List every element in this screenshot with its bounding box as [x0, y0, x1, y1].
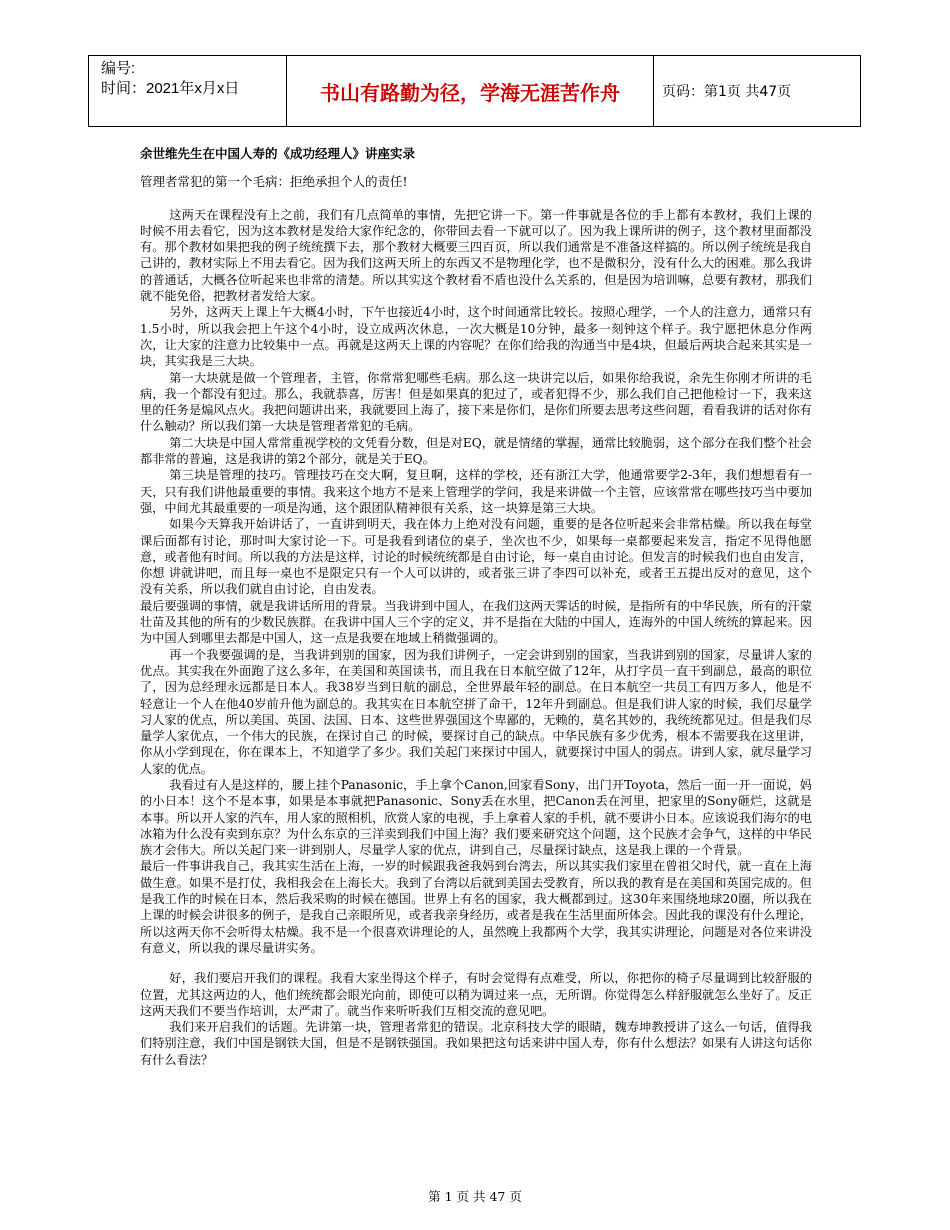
- header-meta: [89, 56, 287, 126]
- paragraph: 好，我们要启开我们的课程。我看大家坐得这个样子，有时会觉得有点难受，所以，你把你的椅子尽量调到比较舒服的位置，尤其这两边的人，他们统统都会眼光向前，即使可以稍为调过来一点，无所谓。你觉得怎么样舒服就怎么坐好了。反正这两天我们不要当作培训，太严肃了。就当作来听听我们互相交流的意见吧。: [140, 971, 812, 1018]
- document-subtitle: 管理者常犯的第一个毛病：拒绝承担个人的责任!: [140, 174, 408, 190]
- paragraph: 我看过有人是这样的，腰上挂个Panasonic，手上拿个Canon,回家看Sony，出门开Toyota，然后一面一开一面说，妈的小日本！这个不是本事，如果是本事就把Panasonic、Sony丢在水里，把Canon丢在河里，把家里的Sony砸烂，这就是本事。所以开人家的汽车，用人家的照相机，欣赏人家的电视，手上拿着人家的手机，就不要讲小日本。应该说我们海尔的电冰箱为什么没有卖到东京？为什么东京的三洋卖到我们中国上海？我们要来研究这个问题，这个民族才会争气，这样的中华民族才会伟大。所以关起门来一讲到别人，尽量学人家的优点，讲到自己，尽量探讨缺点，这是我上课的一个背景。: [140, 777, 812, 858]
- paragraph: 这两天在课程没有上之前，我们有几点简单的事情，先把它讲一下。第一件事就是各位的手上都有本教材，我们上课的时候不用去看它，因为这本教材是发给大家作纪念的，你带回去看一下就可以了。因为我上课所讲的例子，这个教材里面都没有。那个教材如果把我的例子统统撰下去，那个教材大概要三四百页，所以我们通常是不准备这样搞的。所以例子统统是我自己讲的，教材实际上不用去看它。因为我们这两天所上的东西又不是物理化学，也不是微积分，没有什么大的困难。那么我讲的普通话，大概各位听起来也非常的清楚。所以其实这个教材看不盾也没什么关系的，但是因为培训嘛，总要有教材，那我们就不能免俗，把教材者发给大家。: [140, 207, 812, 304]
- header-motto: 书山有路勤为径，学海无涯苦作舟: [287, 56, 654, 126]
- paragraph: 最后要强调的事情，就是我讲话所用的背景。当我讲到中国人，在我们这两天霁话的时候，是指所有的中华民族，所有的汗蒙壮苗及其他的所有的少数民族群。在我讲中国人三个字的定义，并不是指在大陆的中国人，连海外的中国人统统的算起来。因为中国人到哪里去都是中国人，这一点是我要在地域上稍微强调的。: [140, 598, 812, 646]
- page-header: [88, 55, 861, 127]
- paragraph: 第一大块就是做一个管理者，主管，你常常犯哪些毛病。那么这一块讲完以后，如果你给我说，余先生你刚才所讲的毛病，我一个都没有犯过。那么，我就恭喜，厉害！但是如果真的犯过了，或者犯得不少，那么我们自己把他检讨一下，我来这里的任务是煽风点火。我把问题讲出来，我就要回上海了，接下来是你们，是你们所要去思考这些问题，看看我讲的话对你有什么触动？所以我们第一大块是管理者常犯的毛病。: [140, 370, 812, 434]
- paragraph: 最后一件事讲我自己，我其实生活在上海，一岁的时候跟我爸我妈到台湾去，所以其实我们家里在曾祖父时代，就一直在上海做生意。如果不是打仗，我相我会在上海长大。我到了台湾以后就到美国去受教育，所以我的教育是在美国和英国完成的。但是我工作的时候在日本，然后我采购的时候在德国。世界上有名的国家，我大概都到过。这30年来围绕地球20圈，所以我在上课的时候会讲很多的例子，是我自己亲眼所见，或者我亲身经历，或者是我在生活里面所体会。因此我的课没有什么理论，所以这两天你不会听得太枯燥。我不是一个很喜欢讲理论的人，虽然晚上我都两个大学，我其实讲理论，问题是对各位来讲没有意义，所以我的课尽量讲实务。: [140, 859, 812, 955]
- paragraph: 我们来开启我们的话题。先讲第一块，管理者常犯的错误。北京科技大学的眼睛，魏寿坤教授讲了这么一句话，值得我们特别注意，我们中国是钢铁大国，但是不是钢铁强国。我如果把这句话来讲中国人寿，你有什么想法？如果有人讲这句话你有什么看法？: [140, 1020, 812, 1067]
- page-footer: 第 1 页 共 47 页: [428, 1189, 522, 1204]
- paragraph: 另外，这两天上课上午大概4小时，下午也接近4小时，这个时间通常比较长。按照心理学，一个人的注意力，通常只有1.5小时，所以我会把上午这个4小时，设立成两次休息，一次大概是10分钟，最多一刻钟这个样子。我宁愿把休息分作两次，让大家的注意力比较集中一点。再就是这两天上课的内容呢？在你们给我的沟通当中是4块，但最后两块合起来其实是一块，其实我是三大块。: [140, 305, 812, 369]
- header-page-info: 页码：第1页 共47页: [662, 84, 792, 100]
- number-label: 编号:: [101, 60, 136, 77]
- document-body: [140, 146, 812, 1068]
- paragraph: 第三块是管理的技巧。管理技巧在交大啊，复旦啊，这样的学校，还有浙江大学，他通常要学2-3年，我们想想看有一天，只有我们讲他最重要的事情。我来这个地方不是来上管理学的学问，我是来讲做一个主管，应该常常在哪些技巧当中要加强，中间尤其最重要的一项是沟通，这个跟团队精神很有关系，这一块算是第三大块。: [140, 468, 812, 515]
- time-label: 时间：2021年x月x日: [101, 80, 240, 97]
- paragraph: 第二大块是中国人常常重视学校的文凭看分数，但是对EQ，就是情绪的掌握，通常比较脆弱，这个部分在我们整个社会都非常的普遍，这是我讲的第2个部分，就是关于EQ。: [140, 435, 812, 467]
- paragraph: 再一个我要强调的是，当我讲到别的国家，因为我们讲例子，一定会讲到别的国家，当我讲到别的国家，尽量讲人家的优点。其实我在外面跑了这么多年，在美国和英国读书，而且我在日本航空做了12年，从打字员一直干到副总，最高的职位了，因为总经理永远都是日本人。我38岁当到日航的副总，全世界最年轻的副总。在日本航空一共员工有四万多人，他是不轻意让一个人在他40岁前升他为副总的。我其实在日本航空拼了命干，12年升到副总。但是我们讲人家的时候，我们尽量学习人家的优点，所以美国、英国、法国、日本、这些世界强国这个卑鄙的，无赖的，莫名其妙的，我统统都见过。但是我们尽量学人家优点，一个伟大的民族，在探讨自己 的时候，要探讨自己的缺点。中华民族有多少优秀，根本不需要我在这里讲，你从小学到现在，你在课本上，不知道学了多少。我们关起门来探讨中国人，就要探讨中国人的弱点。讲到人家，就尽量学习人家的优点。: [140, 647, 812, 776]
- paragraph: 如果今天算我开始讲话了，一直讲到明天，我在体力上绝对没有问题，重要的是各位听起来会非常枯燥。所以我在每堂课后面都有讨论，那时叫大家讨论一下。可是我看到诸位的桌子，坐次也不少，如果每一桌都要起来发言，指定不见得他愿意，或者他有时间。所以我的方法是这样，讨论的时候统统都是自由讨论，每一桌自由讨论。但发言的时候我们也自由发言，你想 讲就讲吧，而且每一桌也不是限定只有一个人可以讲的，或者张三讲了李四可以补充，或者王五提出反对的意见，这个没有关系，所以我们就自由讨论，自由发表。: [140, 517, 812, 597]
- document-title: 余世维先生在中国人寿的《成功经理人》讲座实录: [140, 146, 416, 161]
